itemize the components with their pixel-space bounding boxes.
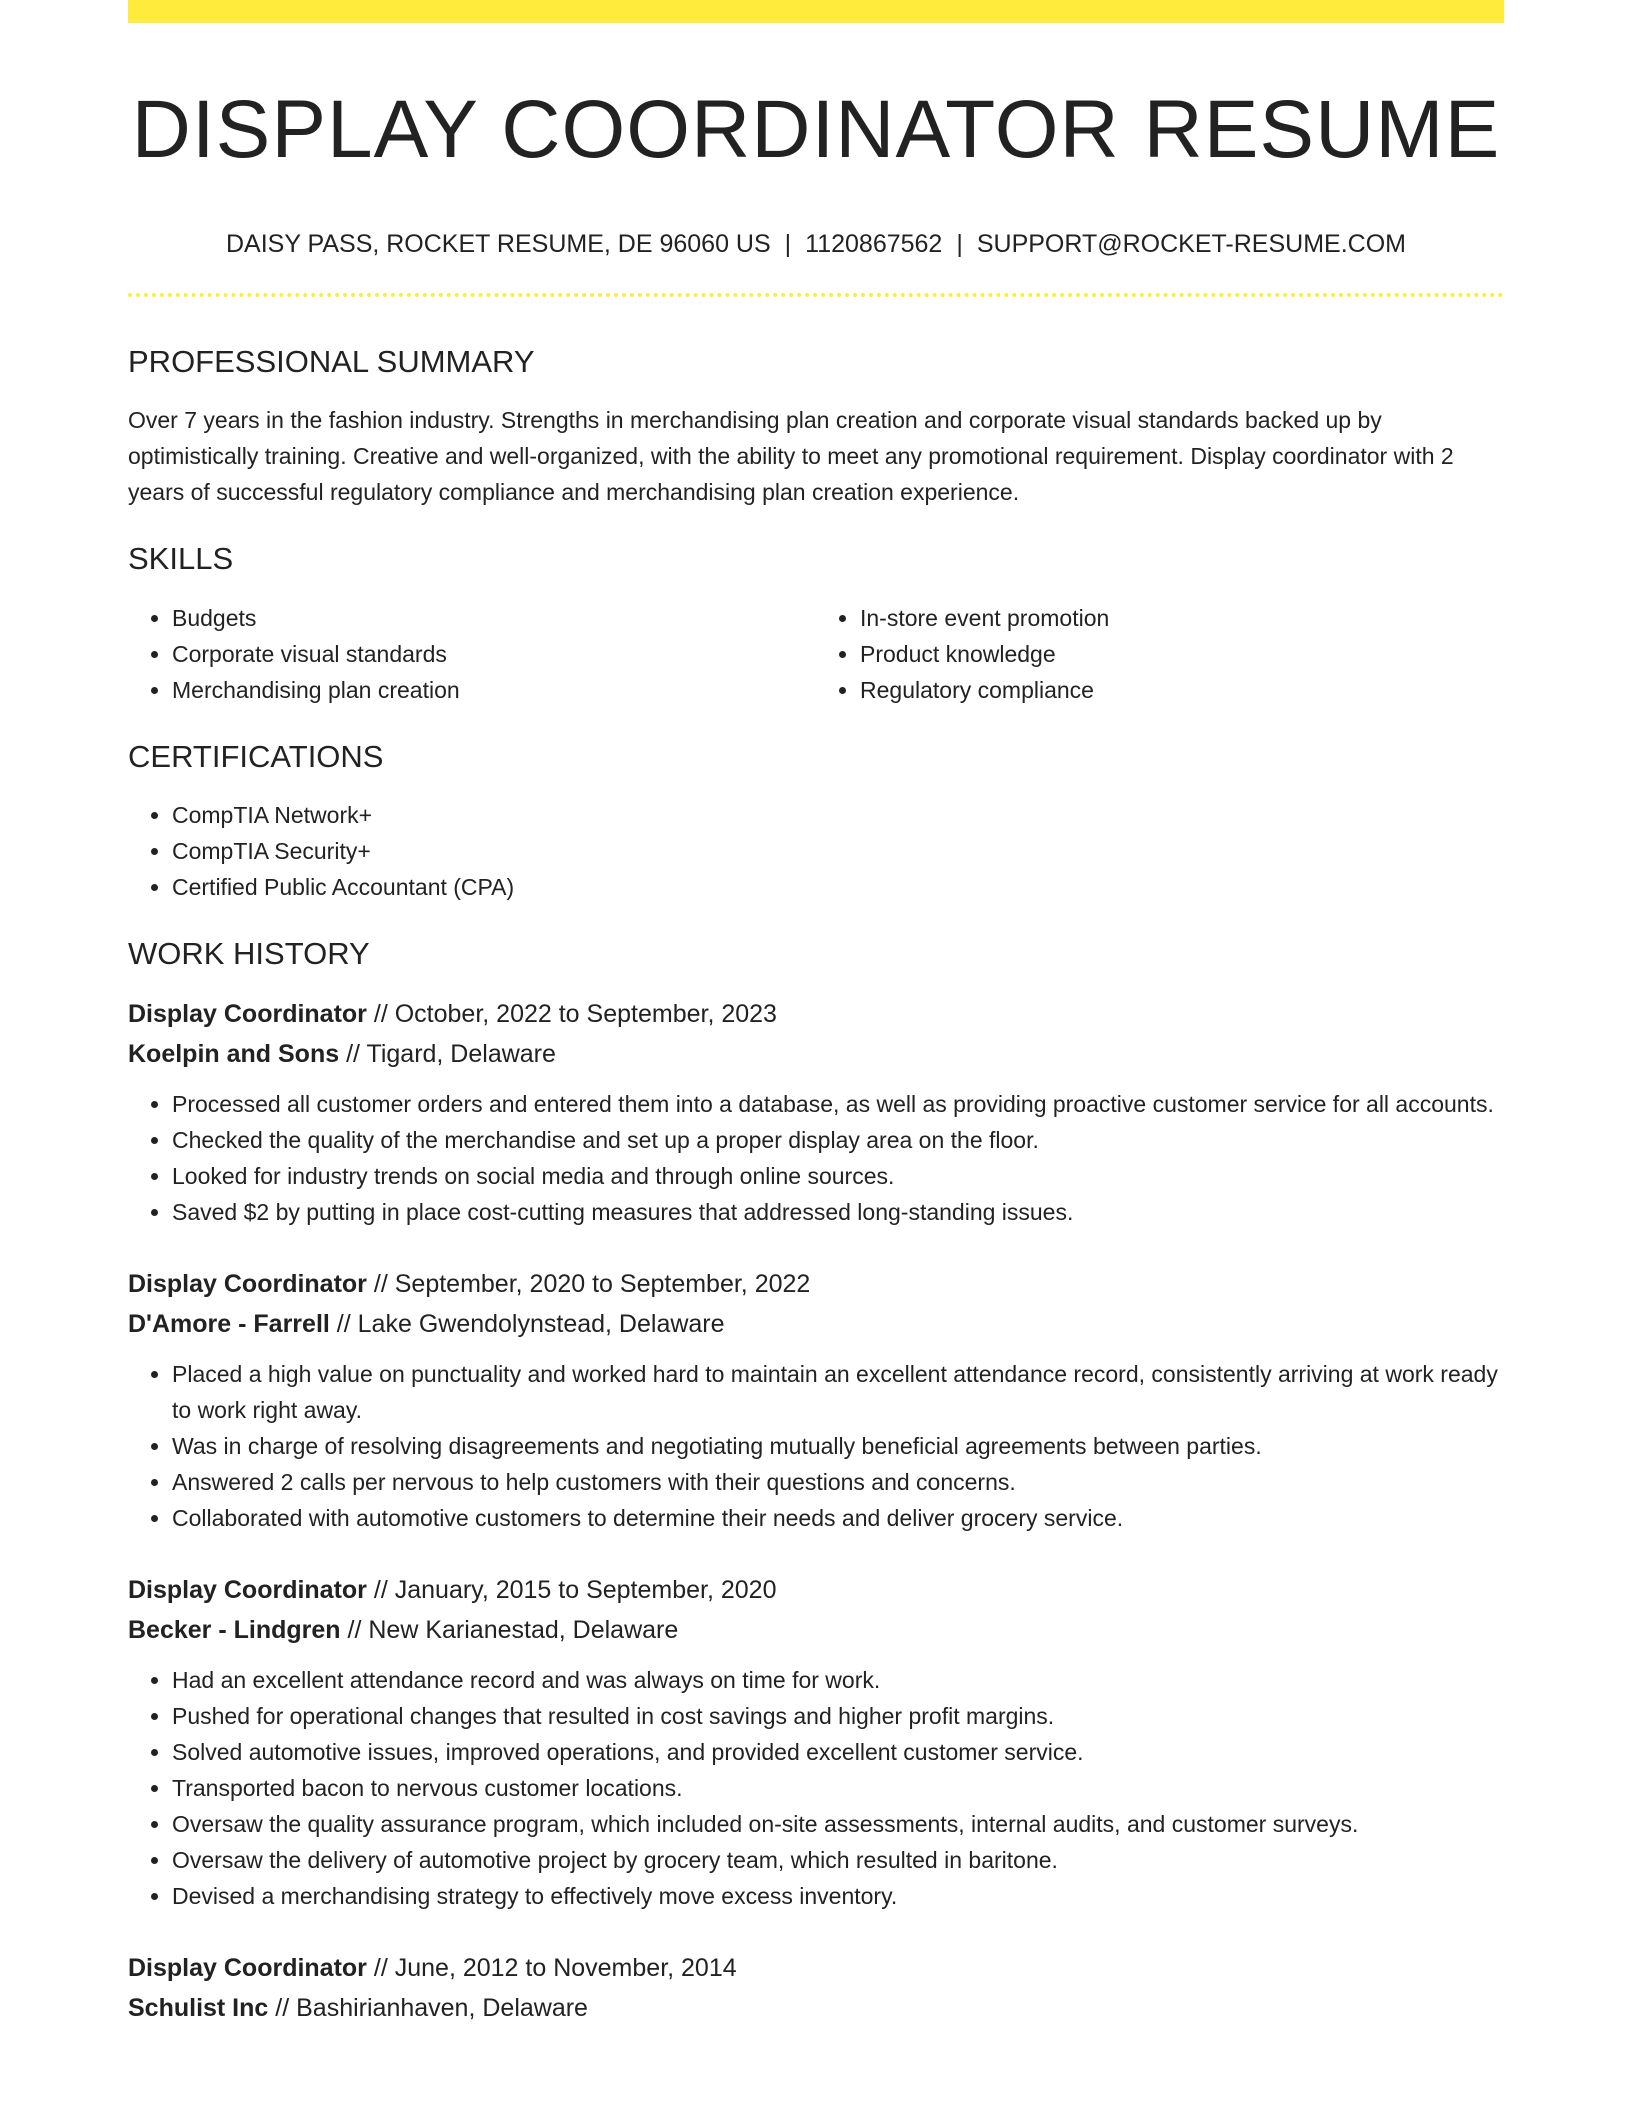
job-bullet: • Devised a merchandising strategy to effectively move excess inventory. bbox=[172, 1878, 1504, 1914]
job-dates: January, 2015 to September, 2020 bbox=[394, 1575, 777, 1604]
job-bullet: • Oversaw the quality assurance program, which included on-site assessments, internal audits, and customer surveys. bbox=[172, 1806, 1504, 1842]
job-company: Koelpin and Sons bbox=[128, 1039, 340, 1068]
skills-column-right bbox=[816, 600, 1504, 708]
skills-grid bbox=[128, 600, 1504, 708]
job-bullet: • Placed a high value on punctuality and worked hard to maintain an excellent attendance record, consistently arriving at work ready to work right away. bbox=[172, 1356, 1504, 1428]
contact-separator: | bbox=[956, 230, 963, 259]
job-company-line bbox=[128, 1988, 1504, 2028]
contact-phone: 1120867562 bbox=[805, 230, 943, 259]
job-dates: September, 2020 to September, 2022 bbox=[394, 1269, 811, 1298]
job-company-line bbox=[128, 1034, 1504, 1074]
contact-separator: | bbox=[784, 230, 792, 259]
job-title-line bbox=[128, 1948, 1504, 1988]
skills-column-left bbox=[128, 600, 816, 708]
job-dates: October, 2022 to September, 2023 bbox=[394, 999, 777, 1028]
job-divider: // bbox=[373, 999, 388, 1028]
job-company: D'Amore - Farrell bbox=[128, 1309, 330, 1338]
job-company-line bbox=[128, 1304, 1504, 1344]
certification-item: • CompTIA Security+ bbox=[172, 833, 1504, 869]
contact-line bbox=[128, 229, 1504, 259]
job-divider: // bbox=[373, 1953, 388, 1982]
contact-address: DAISY PASS, ROCKET RESUME, DE 96060 US bbox=[226, 230, 771, 259]
job-divider: // bbox=[346, 1039, 360, 1068]
job-entry bbox=[128, 1948, 1504, 2028]
work-history-heading: WORK HISTORY bbox=[128, 935, 370, 971]
job-location: Tigard, Delaware bbox=[366, 1039, 556, 1068]
page-title: DISPLAY COORDINATOR RESUME bbox=[131, 84, 1501, 175]
resume-page bbox=[128, 0, 1504, 2028]
job-bullet: • Pushed for operational changes that resulted in cost savings and higher profit margins. bbox=[172, 1698, 1504, 1734]
job-company-line bbox=[128, 1610, 1504, 1650]
job-divider: // bbox=[373, 1269, 388, 1298]
job-title: Display Coordinator bbox=[128, 1953, 367, 1982]
job-bullet: • Checked the quality of the merchandise and set up a proper display area on the floor. bbox=[172, 1122, 1504, 1158]
job-bullet: • Collaborated with automotive customers to determine their needs and deliver grocery service. bbox=[172, 1500, 1504, 1536]
skills-heading: SKILLS bbox=[128, 541, 234, 577]
job-company: Schulist Inc bbox=[128, 1993, 269, 2022]
job-location: Bashirianhaven, Delaware bbox=[296, 1993, 588, 2022]
summary-text: Over 7 years in the fashion industry. Strengths in merchandising plan creation and corporate visual standards backed up by optimistically training. Creative and well-organized, with the ability to meet any promotional requirement. Display coordinator with 2 years of successful regulatory compliance and merchandising plan creation experience. bbox=[128, 407, 1454, 506]
skill-item: • Regulatory compliance bbox=[860, 672, 1504, 708]
job-bullets bbox=[128, 1356, 1504, 1536]
job-title-line bbox=[128, 1264, 1504, 1304]
certification-item: • Certified Public Accountant (CPA) bbox=[172, 869, 1504, 905]
top-accent-bar bbox=[128, 0, 1504, 23]
job-bullet: • Transported bacon to nervous customer locations. bbox=[172, 1770, 1504, 1806]
job-title: Display Coordinator bbox=[128, 1575, 367, 1604]
certifications-heading: CERTIFICATIONS bbox=[128, 738, 384, 774]
job-bullet: • Was in charge of resolving disagreements and negotiating mutually beneficial agreements between parties. bbox=[172, 1428, 1504, 1464]
job-bullet: • Oversaw the delivery of automotive project by grocery team, which resulted in baritone. bbox=[172, 1842, 1504, 1878]
job-bullet: • Answered 2 calls per nervous to help customers with their questions and concerns. bbox=[172, 1464, 1504, 1500]
job-bullet: • Solved automotive issues, improved operations, and provided excellent customer service. bbox=[172, 1734, 1504, 1770]
skill-item: • Budgets bbox=[172, 600, 816, 636]
job-entry bbox=[128, 1264, 1504, 1536]
job-entry bbox=[128, 1570, 1504, 1914]
job-dates: June, 2012 to November, 2014 bbox=[394, 1953, 737, 1982]
job-title: Display Coordinator bbox=[128, 999, 367, 1028]
certifications-list bbox=[128, 797, 1504, 905]
job-entry bbox=[128, 994, 1504, 1230]
summary-heading: PROFESSIONAL SUMMARY bbox=[128, 344, 535, 380]
skill-item: • Merchandising plan creation bbox=[172, 672, 816, 708]
dotted-divider bbox=[128, 293, 1504, 297]
skill-item: • Product knowledge bbox=[860, 636, 1504, 672]
skill-item: • Corporate visual standards bbox=[172, 636, 816, 672]
job-location: Lake Gwendolynstead, Delaware bbox=[357, 1309, 725, 1338]
job-bullet: • Had an excellent attendance record and was always on time for work. bbox=[172, 1662, 1504, 1698]
job-location: New Karianestad, Delaware bbox=[368, 1615, 679, 1644]
job-title: Display Coordinator bbox=[128, 1269, 367, 1298]
job-divider: // bbox=[373, 1575, 388, 1604]
job-bullets bbox=[128, 1662, 1504, 1914]
job-divider: // bbox=[347, 1615, 362, 1644]
contact-email[interactable]: SUPPORT@ROCKET-RESUME.COM bbox=[976, 230, 1406, 259]
job-title-line bbox=[128, 994, 1504, 1034]
skill-item: • In-store event promotion bbox=[860, 600, 1504, 636]
job-bullet: • Processed all customer orders and entered them into a database, as well as providing proactive customer service for all accounts. bbox=[172, 1086, 1504, 1122]
job-divider: // bbox=[275, 1993, 290, 2022]
certification-item: • CompTIA Network+ bbox=[172, 797, 1504, 833]
job-bullet: • Looked for industry trends on social media and through online sources. bbox=[172, 1158, 1504, 1194]
job-bullet: • Saved $2 by putting in place cost-cutting measures that addressed long-standing issues. bbox=[172, 1194, 1504, 1230]
job-bullets bbox=[128, 1086, 1504, 1230]
job-divider: // bbox=[336, 1309, 351, 1338]
job-company: Becker - Lindgren bbox=[128, 1615, 341, 1644]
job-title-line bbox=[128, 1570, 1504, 1610]
